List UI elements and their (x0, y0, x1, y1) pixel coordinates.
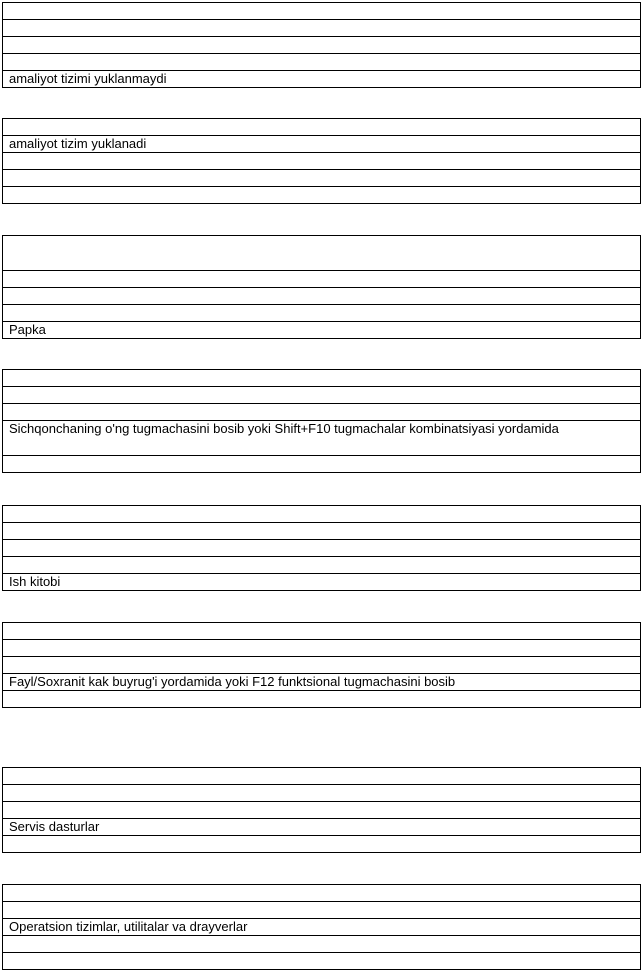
table-cell (3, 953, 641, 970)
table-cell (3, 836, 641, 853)
table-cell: Fayl/Soxranit kak buyrug'i yordamida yoki F12 funktsional tugmachasini bosib (3, 674, 641, 691)
table-cell (3, 523, 641, 540)
table-cell (3, 305, 641, 322)
table-cell (3, 271, 641, 288)
table-cell (3, 640, 641, 657)
table-cell (3, 936, 641, 953)
table-cell (3, 885, 641, 902)
answer-table-2 (2, 118, 641, 204)
table-cell (3, 187, 641, 204)
table-cell (3, 119, 641, 136)
table-cell: Papka (3, 322, 641, 339)
table-cell (3, 691, 641, 708)
table-cell: amaliyot tizimi yuklanmaydi (3, 71, 641, 88)
answer-table-3 (2, 235, 641, 339)
table-cell (3, 37, 641, 54)
table-cell (3, 3, 641, 20)
answer-table-6 (2, 622, 641, 708)
table-cell (3, 456, 641, 473)
answer-table-5 (2, 505, 641, 591)
table-cell (3, 540, 641, 557)
table-cell: Servis dasturlar (3, 819, 641, 836)
answer-table-1 (2, 2, 641, 88)
table-cell: amaliyot tizim yuklanadi (3, 136, 641, 153)
answer-table-8 (2, 884, 641, 970)
table-cell: Ish kitobi (3, 574, 641, 591)
table-cell (3, 153, 641, 170)
answer-table-4 (2, 369, 641, 473)
table-cell (3, 54, 641, 71)
table-cell (3, 404, 641, 421)
table-cell (3, 387, 641, 404)
table-cell (3, 288, 641, 305)
table-cell (3, 623, 641, 640)
table-cell (3, 557, 641, 574)
table-cell (3, 236, 641, 271)
answer-table-7 (2, 767, 641, 853)
table-cell (3, 20, 641, 37)
table-cell: Operatsion tizimlar, utilitalar va drayverlar (3, 919, 641, 936)
table-cell (3, 768, 641, 785)
table-cell (3, 657, 641, 674)
table-cell (3, 802, 641, 819)
table-cell (3, 506, 641, 523)
table-cell: Sichqonchaning o'ng tugmachasini bosib yoki Shift+F10 tugmachalar kombinatsiyasi yordamida (3, 421, 641, 456)
table-cell (3, 785, 641, 802)
table-cell (3, 170, 641, 187)
table-cell (3, 902, 641, 919)
table-cell (3, 370, 641, 387)
